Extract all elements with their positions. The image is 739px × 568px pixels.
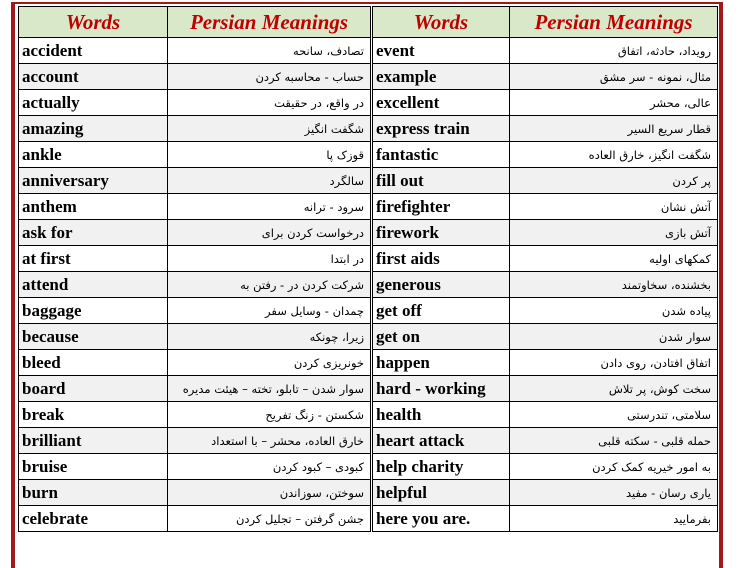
meaning-cell-left: شرکت کردن در - رفتن به bbox=[168, 272, 372, 298]
meaning-cell-right: عالی، محشر bbox=[510, 90, 718, 116]
meaning-cell-right: آتش نشان bbox=[510, 194, 718, 220]
vocabulary-table bbox=[18, 6, 718, 532]
meaning-cell-right: پیاده شدن bbox=[510, 298, 718, 324]
table-row bbox=[19, 168, 718, 194]
word-cell-left: accident bbox=[19, 38, 168, 64]
meaning-cell-left: چمدان - وسایل سفر bbox=[168, 298, 372, 324]
word-cell-right: here you are. bbox=[372, 506, 510, 532]
word-cell-left: ankle bbox=[19, 142, 168, 168]
table-row bbox=[19, 64, 718, 90]
table-row bbox=[19, 376, 718, 402]
meaning-cell-left: حساب - محاسبه کردن bbox=[168, 64, 372, 90]
meaning-cell-right: قطار سریع السیر bbox=[510, 116, 718, 142]
word-cell-left: baggage bbox=[19, 298, 168, 324]
table-row bbox=[19, 194, 718, 220]
meaning-cell-left: سالگرد bbox=[168, 168, 372, 194]
meaning-cell-right: بخشنده، سخاوتمند bbox=[510, 272, 718, 298]
word-cell-right: fill out bbox=[372, 168, 510, 194]
word-cell-left: bruise bbox=[19, 454, 168, 480]
meaning-cell-right: حمله قلبی - سکته قلبی bbox=[510, 428, 718, 454]
meaning-cell-left: جشن گرفتن – تجلیل کردن bbox=[168, 506, 372, 532]
word-cell-left: burn bbox=[19, 480, 168, 506]
meaning-cell-right: سخت کوش، پر تلاش bbox=[510, 376, 718, 402]
meaning-cell-left: در واقع، در حقیقت bbox=[168, 90, 372, 116]
word-cell-left: bleed bbox=[19, 350, 168, 376]
meaning-cell-left: خونریزی کردن bbox=[168, 350, 372, 376]
word-cell-right: express train bbox=[372, 116, 510, 142]
meaning-cell-right: سلامتی، تندرستی bbox=[510, 402, 718, 428]
meaning-cell-right: بفرمایید bbox=[510, 506, 718, 532]
header-meanings-right: Persian Meanings bbox=[510, 7, 718, 38]
meaning-cell-right: کمکهای اولیه bbox=[510, 246, 718, 272]
meaning-cell-right: سوار شدن bbox=[510, 324, 718, 350]
meaning-cell-left: در ابتدا bbox=[168, 246, 372, 272]
table-row bbox=[19, 272, 718, 298]
table-row bbox=[19, 324, 718, 350]
word-cell-left: anthem bbox=[19, 194, 168, 220]
word-cell-left: break bbox=[19, 402, 168, 428]
vocabulary-frame bbox=[11, 2, 723, 568]
word-cell-left: at first bbox=[19, 246, 168, 272]
header-words-left: Words bbox=[19, 7, 168, 38]
word-cell-right: get off bbox=[372, 298, 510, 324]
table-row bbox=[19, 428, 718, 454]
word-cell-right: excellent bbox=[372, 90, 510, 116]
header-row bbox=[19, 7, 718, 38]
meaning-cell-right: آتش بازی bbox=[510, 220, 718, 246]
table-row bbox=[19, 38, 718, 64]
table-row bbox=[19, 90, 718, 116]
word-cell-right: firefighter bbox=[372, 194, 510, 220]
table-row bbox=[19, 298, 718, 324]
word-cell-right: help charity bbox=[372, 454, 510, 480]
meaning-cell-right: پر کردن bbox=[510, 168, 718, 194]
table-row bbox=[19, 220, 718, 246]
word-cell-left: account bbox=[19, 64, 168, 90]
meaning-cell-left: سرود - ترانه bbox=[168, 194, 372, 220]
table-row bbox=[19, 454, 718, 480]
word-cell-left: attend bbox=[19, 272, 168, 298]
table-row bbox=[19, 116, 718, 142]
meaning-cell-left: سوختن، سوزاندن bbox=[168, 480, 372, 506]
table-row bbox=[19, 142, 718, 168]
table-row bbox=[19, 402, 718, 428]
word-cell-right: example bbox=[372, 64, 510, 90]
word-cell-left: ask for bbox=[19, 220, 168, 246]
word-cell-right: fantastic bbox=[372, 142, 510, 168]
meaning-cell-left: شکستن - زنگ تفریح bbox=[168, 402, 372, 428]
word-cell-right: health bbox=[372, 402, 510, 428]
table-row bbox=[19, 506, 718, 532]
word-cell-left: anniversary bbox=[19, 168, 168, 194]
word-cell-right: hard - working bbox=[372, 376, 510, 402]
word-cell-right: event bbox=[372, 38, 510, 64]
word-cell-right: happen bbox=[372, 350, 510, 376]
word-cell-right: firework bbox=[372, 220, 510, 246]
word-cell-left: brilliant bbox=[19, 428, 168, 454]
word-cell-left: amazing bbox=[19, 116, 168, 142]
meaning-cell-right: اتفاق افتادن، روی دادن bbox=[510, 350, 718, 376]
word-cell-right: helpful bbox=[372, 480, 510, 506]
meaning-cell-right: شگفت انگیز، خارق العاده bbox=[510, 142, 718, 168]
meaning-cell-left: شگفت انگیز bbox=[168, 116, 372, 142]
meaning-cell-right: مثال، نمونه - سر مشق bbox=[510, 64, 718, 90]
word-cell-right: get on bbox=[372, 324, 510, 350]
meaning-cell-right: به امور خیریه کمک کردن bbox=[510, 454, 718, 480]
table-row bbox=[19, 480, 718, 506]
header-words-right: Words bbox=[372, 7, 510, 38]
word-cell-right: heart attack bbox=[372, 428, 510, 454]
meaning-cell-left: زیرا، چونکه bbox=[168, 324, 372, 350]
table-row bbox=[19, 350, 718, 376]
word-cell-left: because bbox=[19, 324, 168, 350]
meaning-cell-right: یاری رسان - مفید bbox=[510, 480, 718, 506]
header-meanings-left: Persian Meanings bbox=[168, 7, 372, 38]
meaning-cell-left: قوزک پا bbox=[168, 142, 372, 168]
meaning-cell-left: خارق العاده، محشر – با استعداد bbox=[168, 428, 372, 454]
meaning-cell-left: کبودی – کبود کردن bbox=[168, 454, 372, 480]
table-row bbox=[19, 246, 718, 272]
meaning-cell-left: تصادف، سانحه bbox=[168, 38, 372, 64]
meaning-cell-right: رویداد، حادثه، اتفاق bbox=[510, 38, 718, 64]
word-cell-left: celebrate bbox=[19, 506, 168, 532]
meaning-cell-left: درخواست کردن برای bbox=[168, 220, 372, 246]
meaning-cell-left: سوار شدن – تابلو، تخته – هیئت مدیره bbox=[168, 376, 372, 402]
word-cell-left: actually bbox=[19, 90, 168, 116]
word-cell-right: first aids bbox=[372, 246, 510, 272]
word-cell-right: generous bbox=[372, 272, 510, 298]
word-cell-left: board bbox=[19, 376, 168, 402]
